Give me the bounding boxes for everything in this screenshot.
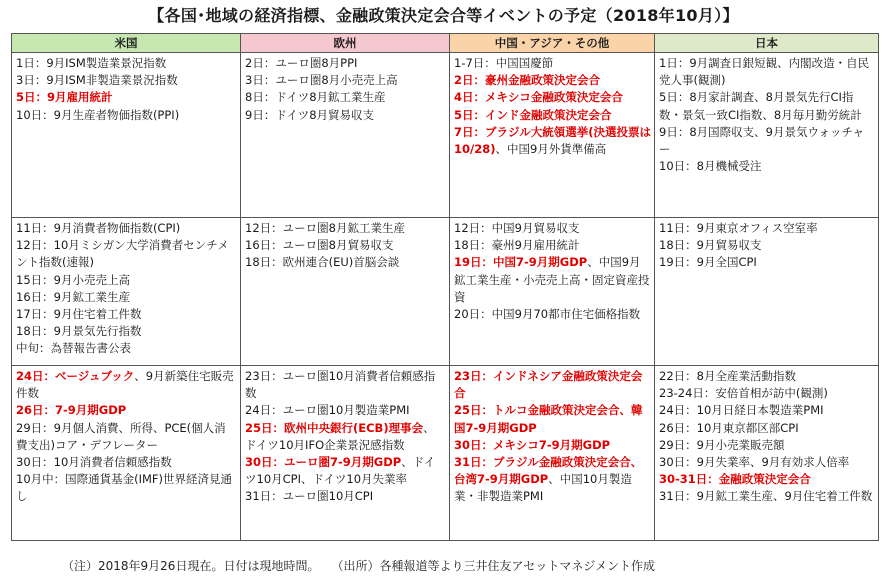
- event-text: 16日：9月鉱工業生産: [16, 289, 130, 304]
- event-item: [245, 55, 446, 72]
- event-item: [16, 471, 237, 505]
- event-item: [16, 402, 237, 419]
- event-item: [245, 402, 446, 419]
- event-item: [659, 471, 875, 488]
- event-item: [16, 72, 237, 89]
- highlighted-event-text: 25日：欧州中央銀行(ECB)理事会: [245, 420, 424, 435]
- cell-japan-early: [655, 53, 879, 218]
- event-text: 1日：9月ISM製造業景況指数: [16, 56, 167, 70]
- event-text: 16日：ユーロ圏8月貿易収支: [245, 238, 394, 253]
- highlighted-event-text: 30日：メキシコ7-9月期GDP: [454, 437, 611, 452]
- event-text: 、ドイツ10月IFO企業景況感指数: [245, 420, 435, 452]
- footnote: （注）2018年9月26日現在。日付は現地時間。 （出所）各種報道等より三井住友アセットマネジメント作成: [62, 559, 655, 573]
- event-item: [454, 237, 651, 254]
- event-item: [454, 368, 651, 402]
- cell-asia-early: [450, 53, 655, 218]
- event-item: [245, 72, 446, 89]
- event-item: [454, 454, 651, 506]
- event-item: [16, 323, 237, 340]
- event-item: [454, 220, 651, 237]
- table-row: [12, 218, 879, 366]
- event-item: [659, 237, 875, 254]
- cell-europe-late: [241, 366, 450, 541]
- event-item: [16, 420, 237, 454]
- cell-europe-early: [241, 53, 450, 218]
- event-text: 10日：8月機械受注: [659, 159, 762, 174]
- event-text: 22日：8月全産業活動指数: [659, 369, 796, 383]
- event-text: 3日：ユーロ圏8月小売売上高: [245, 73, 398, 88]
- event-item: [659, 89, 875, 123]
- cell-japan-mid: [655, 218, 879, 366]
- event-item: [245, 420, 446, 454]
- cell-europe-mid: [241, 218, 450, 366]
- event-item: [16, 237, 237, 271]
- event-item: [245, 488, 446, 505]
- event-text: 24日：10月日経日本製造業PMI: [659, 403, 824, 418]
- cell-us-early: [12, 53, 241, 218]
- highlighted-event-text: 25日：トルコ金融政策決定会合、韓国7-9月期GDP: [454, 403, 643, 435]
- event-text: 15日：9月小売売上高: [16, 272, 130, 287]
- event-text: 2日：ユーロ圏8月PPI: [245, 56, 358, 70]
- event-item: [16, 340, 237, 357]
- event-text: 1日：9月調査日銀短観、内閣改造・自民党人事(観測): [659, 56, 870, 88]
- event-text: 31日：ユーロ圏10月CPI: [245, 489, 374, 504]
- event-item: [454, 254, 651, 306]
- cell-asia-mid: [450, 218, 655, 366]
- event-item: [659, 368, 875, 385]
- event-item: [16, 289, 237, 306]
- event-item: [659, 124, 875, 158]
- event-text: 、中国10月製造業・非製造業PMI: [454, 472, 632, 504]
- event-text: 23日：ユーロ圏10月消費者信頼感指数: [245, 369, 436, 401]
- event-calendar-table: [11, 33, 879, 541]
- event-text: 、ドイツ10月CPI、ドイツ10月失業率: [245, 455, 436, 487]
- event-text: 12日：ユーロ圏8月鉱工業生産: [245, 221, 405, 235]
- column-header-us: 米国: [12, 34, 241, 53]
- event-text: 18日：豪州9月雇用統計: [454, 238, 580, 253]
- event-item: [245, 220, 446, 237]
- cell-us-late: [12, 366, 241, 541]
- highlighted-event-text: 5日：9月雇用統計: [16, 90, 113, 105]
- event-text: 中旬：為替報告書公表: [16, 341, 131, 356]
- event-item: [454, 55, 651, 72]
- highlighted-event-text: 30日：ユーロ圏7-9月期GDP: [245, 455, 402, 470]
- event-text: 1-7日：中国国慶節: [454, 56, 554, 70]
- event-text: 24日：ユーロ圏10月製造業PMI: [245, 403, 410, 418]
- event-item: [454, 89, 651, 106]
- cell-asia-late: [450, 366, 655, 541]
- highlighted-event-text: 7日：ブラジル大統領選挙(決選投票は10/28): [454, 124, 651, 157]
- event-item: [659, 220, 875, 237]
- highlighted-event-text: 30-31日：金融政策決定会合: [659, 472, 811, 487]
- event-item: [454, 124, 651, 158]
- event-text: 17日：9月住宅着工件数: [16, 307, 142, 322]
- event-text: 11日：9月東京オフィス空室率: [659, 221, 818, 235]
- event-text: 12日：10月ミシガン大学消費者センチメント指数(速報): [16, 238, 229, 270]
- event-item: [659, 488, 875, 505]
- event-item: [16, 368, 237, 402]
- event-text: 9日：8月国際収支、9月景気ウォッチャー: [659, 124, 865, 157]
- event-item: [16, 306, 237, 323]
- event-item: [659, 55, 875, 89]
- header-row: [12, 34, 879, 53]
- highlighted-event-text: 19日：中国7-9月期GDP: [454, 255, 588, 270]
- event-item: [454, 107, 651, 124]
- event-item: [245, 89, 446, 106]
- event-text: 、中国9月鉱工業生産・小売売上高・固定資産投資: [454, 255, 650, 304]
- highlighted-event-text: 23日：インドネシア金融政策決定会合: [454, 369, 643, 401]
- event-item: [659, 402, 875, 419]
- cell-us-mid: [12, 218, 241, 366]
- event-text: 23-24日：安倍首相が訪中(観測): [659, 386, 828, 401]
- highlighted-event-text: 5日：インド金融政策決定会合: [454, 107, 612, 122]
- event-item: [454, 306, 651, 323]
- table-row: [12, 366, 879, 541]
- event-item: [16, 89, 237, 106]
- event-text: 11日：9月消費者物価指数(CPI): [16, 221, 181, 235]
- highlighted-event-text: 31日：ブラジル金融政策決定会合、台湾7-9月期GDP: [454, 455, 643, 487]
- event-item: [454, 72, 651, 89]
- cell-japan-late: [655, 366, 879, 541]
- event-item: [245, 237, 446, 254]
- event-text: 26日：10月東京都区部CPI: [659, 420, 799, 435]
- table-row: [12, 53, 879, 218]
- event-item: [245, 454, 446, 488]
- event-item: [16, 454, 237, 471]
- event-text: 31日：9月鉱工業生産、9月住宅着工件数: [659, 489, 873, 504]
- event-text: 29日：9月個人消費、所得、PCE(個人消費支出)コア・デフレーター: [16, 420, 226, 452]
- event-text: 30日：10月消費者信頼感指数: [16, 455, 172, 470]
- highlighted-event-text: 24日：ベージュブック: [16, 369, 135, 383]
- column-header-europe: 欧州: [241, 34, 450, 53]
- event-text: 29日：9月小売業販売額: [659, 437, 785, 452]
- event-item: [659, 420, 875, 437]
- event-item: [245, 254, 446, 271]
- event-item: [16, 107, 237, 124]
- calendar-body: [12, 53, 879, 541]
- column-header-japan: 日本: [655, 34, 879, 53]
- column-header-china-asia-other: 中国・アジア・その他: [450, 34, 655, 53]
- highlighted-event-text: 2日：豪州金融政策決定会合: [454, 73, 601, 88]
- event-text: 5日：8月家計調査、8月景気先行CI指数・景気一致CI指数、8月毎月勤労統計: [659, 90, 862, 122]
- event-item: [16, 55, 237, 72]
- event-item: [16, 272, 237, 289]
- event-text: 10日：9月生産者物価指数(PPI): [16, 107, 180, 122]
- event-item: [454, 437, 651, 454]
- event-text: 30日：9月失業率、9月有効求人倍率: [659, 455, 850, 470]
- event-text: 9日：ドイツ8月貿易収支: [245, 107, 375, 122]
- event-text: 、中国9月外貨準備高: [495, 142, 607, 157]
- event-text: 3日：9月ISM非製造業景況指数: [16, 73, 178, 88]
- event-text: 18日：9月景気先行指数: [16, 324, 142, 339]
- event-item: [454, 402, 651, 436]
- event-text: 18日：9月貿易収支: [659, 238, 762, 253]
- highlighted-event-text: 4日：メキシコ金融政策決定会合: [454, 90, 623, 105]
- event-text: 、9月新築住宅販売件数: [16, 369, 234, 401]
- event-item: [245, 107, 446, 124]
- page-title: 【各国･地域の経済指標、金融政策決定会合等イベントの予定（2018年10月）】: [148, 6, 739, 25]
- event-text: 19日：9月全国CPI: [659, 255, 757, 270]
- event-item: [16, 220, 237, 237]
- event-text: 20日：中国9月70都市住宅価格指数: [454, 307, 641, 322]
- event-text: 12日：中国9月貿易収支: [454, 221, 580, 235]
- event-item: [659, 254, 875, 271]
- event-text: 18日：欧州連合(EU)首脳会談: [245, 255, 400, 270]
- highlighted-event-text: 26日：7-9月期GDP: [16, 403, 127, 418]
- event-item: [659, 158, 875, 175]
- event-item: [659, 454, 875, 471]
- event-text: 10月中：国際通貨基金(IMF)世界経済見通し: [16, 472, 233, 504]
- event-item: [245, 368, 446, 402]
- event-text: 8日：ドイツ8月鉱工業生産: [245, 90, 386, 105]
- event-item: [659, 437, 875, 454]
- event-item: [659, 385, 875, 402]
